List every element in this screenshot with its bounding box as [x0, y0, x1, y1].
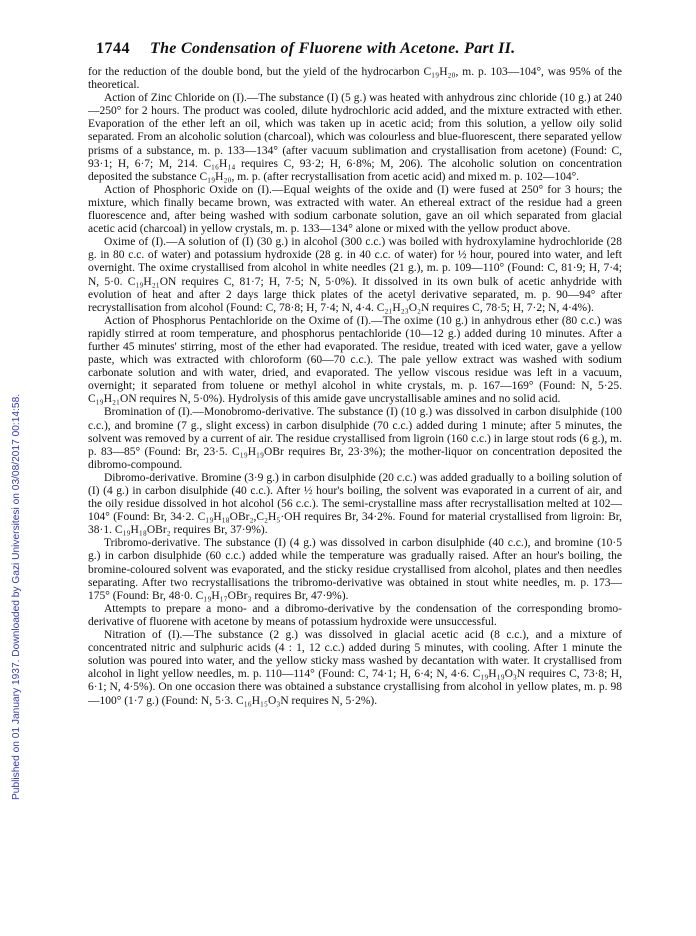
body-text	[88, 66, 622, 708]
paragraph: Dibromo-derivative. Bromine (3·9 g.) in carbon disulphide (20 c.c.) was added gradually to a boiling solution of (I) (4 g.) in carbon disulphide (40 c.c.). After ½ hour's boiling, the solvent was evaporated in a current of air, and the oily residue dissolved in hot alcohol (56 c.c.). The semi-crystalline mass after recrystallisation melted at 102—104° (Found: Br, 34·2. C₁₉H₁₈OBr₂,C₂H₅·OH requires Br, 34·2%. Found for material crystallised from ligroin: Br, 38·1. C₁₉H₁₈OBr₂ requires Br, 37·9%).	[88, 471, 622, 537]
paragraph: for the reduction of the double bond, but the yield of the hydrocarbon C₁₉H₂₀, m. p. 103—104°, was 95% of the theoretical.	[88, 66, 622, 92]
paragraph: Bromination of (I).—Monobromo-derivative. The substance (I) (10 g.) was dissolved in carbon disulphide (100 c.c.), and bromine (7 g., slight excess) in carbon disulphide (70 c.c.) added during 1 minute; after 5 minutes, the solvent was removed by a current of air. The residue crystallised from ligroin (160 c.c.) in large stout rods (6 g.), m. p. 83—85° (Found: Br, 23·5. C₁₉H₁₉OBr requires Br, 23·3%); the mother-liquor on concentration deposited the dibromo-compound.	[88, 406, 622, 471]
running-header	[96, 40, 616, 62]
running-title: The Condensation of Fluorene with Acetone. Part II.	[150, 40, 516, 57]
paragraph: Attempts to prepare a mono- and a dibromo-derivative by the condensation of the corresponding bromo-derivative of fluorene with acetone by means of potassium hydroxide were unsuccessful.	[88, 602, 622, 628]
paragraph: Nitration of (I).—The substance (2 g.) was dissolved in glacial acetic acid (8 c.c.), and a mixture of concentrated nitric and sulphuric acids (4 : 1, 12 c.c.) added during 5 minutes, with cooling. After 1 minute the solution was poured into water, and the yellow sticky mass washed by decantation with water. It crystallised from alcohol in light yellow needles, m. p. 110—114° (Found: C, 74·1; H, 6·4; N, 4·6. C₁₉H₁₉O₃N requires C, 73·8; H, 6·1; N, 4·5%). On one occasion there was obtained a substance crystallising from alcohol in yellow plates, m. p. 98—100° (1·7 g.) (Found: N, 5·3. C₁₆H₁₅O₃N requires N, 5·2%).	[88, 629, 622, 707]
paragraph: Action of Zinc Chloride on (I).—The substance (I) (5 g.) was heated with anhydrous zinc chloride (10 g.) at 240—250° for 2 hours. The product was cooled, dilute hydrochloric acid added, and the mixture extracted with ether. Evaporation of the ether left an oil, which was taken up in acetic acid; from this solution, a yellow oily solid separated. From an alcoholic solution (charcoal), which was colourless and blue-fluorescent, there separated yellow prisms of a substance, m. p. 133—134° (after vacuum sublimation and crystallisation from acetone) (Found: C, 93·1; H, 6·7; M, 214. C₁₆H₁₄ requires C, 93·2; H, 6·8%; M, 206). The alcoholic solution on concentration deposited the substance C₁₉H₂₀, m. p. (after recrystallisation from acetic acid) and mixed m. p. 102—104°.	[88, 92, 622, 183]
paragraph: Oxime of (I).—A solution of (I) (30 g.) in alcohol (300 c.c.) was boiled with hydroxylamine hydrochloride (28 g. in 80 c.c. of water) and potassium hydroxide (28 g. in 40 c.c. of water) for ½ hour, poured into water, and left overnight. The oxime crystallised from alcohol in white needles (21 g.), m. p. 109—110° (Found: C, 81·9; H, 7·4; N, 5·0. C₁₉H₂₁ON requires C, 81·7; H, 7·5; N, 5·0%). It dissolved in its own bulk of acetic anhydride with evolution of heat and after 2 days large thick plates of the acetyl derivative separated, m. p. 90—94° after recrystallisation from alcohol (Found: C, 78·8; H, 7·4; N, 4·4. C₂₁H₂₃O₂N requires C, 78·5; H, 7·2; N, 4·4%).	[88, 236, 622, 314]
download-stamp-text: Published on 01 January 1937. Downloaded by Gazi Universitesi on 03/08/2017 00:14:58.	[11, 393, 22, 800]
page-number: 1744	[96, 40, 130, 57]
paragraph: Tribromo-derivative. The substance (I) (4 g.) was dissolved in carbon disulphide (40 c.c.), and bromine (10·5 g.) in carbon disulphide (60 c.c.) added while the temperature was gradually raised. After an hour's boiling, the bromine-coloured solvent was evaporated, and the sticky residue crystallised from alcohol, plates and then needles separating. After two recrystallisations the tribromo-derivative was obtained in stout white needles, m. p. 173—175° (Found: Br, 48·0. C₁₉H₁₇OBr₃ requires Br, 47·9%).	[88, 537, 622, 602]
side-stamp	[3, 150, 22, 800]
paragraph: Action of Phosphorus Pentachloride on the Oxime of (I).—The oxime (10 g.) in anhydrous ether (80 c.c.) was rapidly stirred at room temperature, and phosphorus pentachloride (10—12 g.) added during 10 minutes. After a further 45 minutes' stirring, most of the ether had evaporated. The residue, treated with iced water, gave a yellow paste, which was extracted with chloroform (60—70 c.c.). The pale yellow extract was washed with sodium carbonate solution and with water, dried, and evaporated. The yellow viscous residue was left in a vacuum, overnight; it separated from toluene or methyl alcohol in white crystals, m. p. 167—169° (Found: N, 5·25. C₁₉H₂₁ON requires N, 5·0%). Hydrolysis of this amide gave uncrystallisable amines and no solid acid.	[88, 314, 622, 406]
paragraph: Action of Phosphoric Oxide on (I).—Equal weights of the oxide and (I) were fused at 250° for 3 hours; the mixture, which finally became brown, was extracted with water. An ethereal extract of the residue had a green fluorescence and, after being washed with sodium carbonate solution, gave an oil which separated from glacial acetic acid (charcoal) in yellow crystals, m. p. 133—134° alone or mixed with the yellow product above.	[88, 183, 622, 236]
